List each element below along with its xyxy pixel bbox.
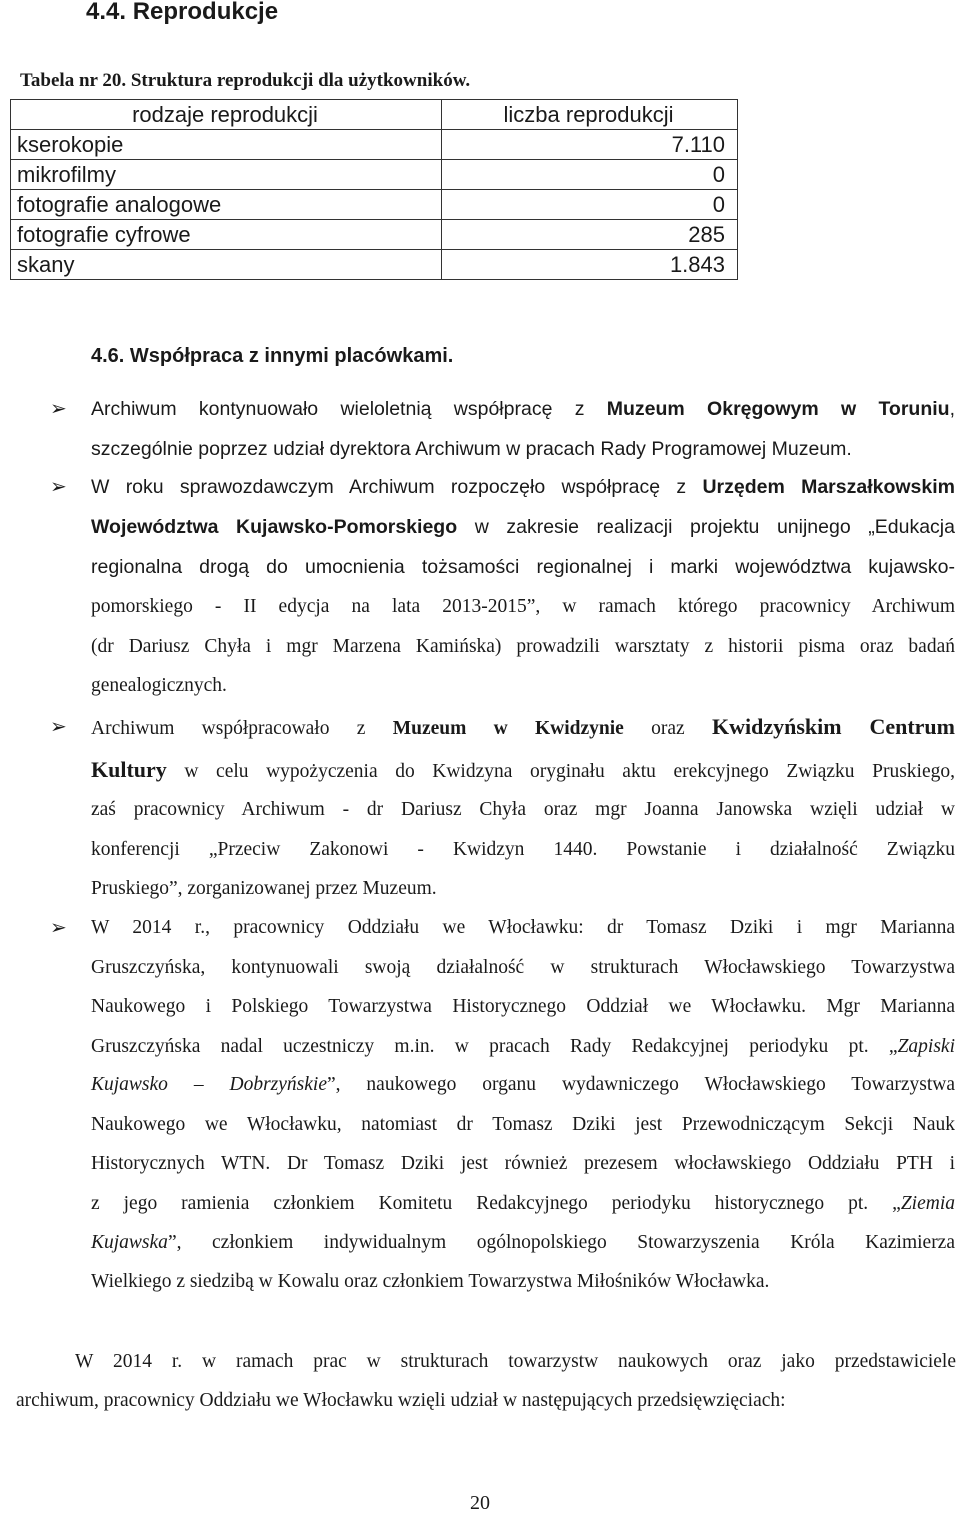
row-count-cell: 285: [442, 220, 738, 250]
table-caption: Tabela nr 20. Struktura reprodukcji dla użytkowników.: [20, 70, 471, 91]
cooperation-heading: 4.6. Współpraca z innymi placówkami.: [91, 345, 454, 367]
arrowhead-bullet-icon: ➢: [50, 476, 67, 498]
bullet4-line3: Naukowego i Polskiego Towarzystwa Historycznego Oddział we Włocławku. Mgr Marianna: [91, 996, 955, 1017]
row-type-cell: fotografie cyfrowe: [11, 220, 442, 250]
table-row: [11, 130, 738, 160]
row-count-cell: 1.843: [442, 250, 738, 280]
table-row: [11, 160, 738, 190]
closing-line1: W 2014 r. w ramach prac w strukturach towarzystw naukowych oraz jako przedstawiciele: [75, 1351, 956, 1372]
reproductions-table: [10, 99, 738, 280]
row-type-cell: mikrofilmy: [11, 160, 442, 190]
bullet3-line1: Archiwum współpracowało z Muzeum w Kwidzynie oraz Kwidzyńskim Centrum: [91, 714, 955, 739]
table-row: [11, 220, 738, 250]
row-type-cell: fotografie analogowe: [11, 190, 442, 220]
table-header-row: [11, 100, 738, 130]
bullet4-line2: Gruszczyńska, kontynuowali swoją działalność w strukturach Włocławskiego Towarzystwa: [91, 957, 955, 978]
bullet3-line5: Pruskiego”, zorganizowanej przez Muzeum.: [91, 878, 437, 899]
bullet2-line3: regionalna drogą do umocnienia tożsamości regionalnej i marki województwa kujawsko-: [91, 556, 955, 578]
row-count-cell: 0: [442, 190, 738, 220]
column-header-type: rodzaje reprodukcji: [11, 100, 442, 130]
page-number: 20: [470, 1492, 490, 1514]
arrowhead-bullet-icon: ➢: [50, 716, 67, 738]
row-type-cell: kserokopie: [11, 130, 442, 160]
bullet4-line1: W 2014 r., pracownicy Oddziału we Włocławku: dr Tomasz Dziki i mgr Marianna: [91, 917, 955, 938]
closing-line2: archiwum, pracownicy Oddziału we Włocławku wzięli udział w następujących przedsięwzięciach:: [16, 1390, 786, 1411]
arrowhead-bullet-icon: ➢: [50, 917, 67, 939]
row-type-cell: skany: [11, 250, 442, 280]
bullet4-line9: Kujawska”, członkiem indywidualnym ogólnopolskiego Stowarzyszenia Króla Kazimierza: [91, 1232, 955, 1253]
bullet1-line1: Archiwum kontynuowało wieloletnią współpracę z Muzeum Okręgowym w Toruniu,: [91, 398, 955, 420]
bullet2-line5: (dr Dariusz Chyła i mgr Marzena Kamińska) prowadzili warsztaty z historii pisma oraz badań: [91, 636, 955, 657]
bullet4-line8: z jego ramienia członkiem Komitetu Redakcyjnego periodyku historycznego pt. „Ziemia: [91, 1193, 955, 1214]
row-count-cell: 0: [442, 160, 738, 190]
bullet2-line2: Województwa Kujawsko-Pomorskiego w zakresie realizacji projektu unijnego „Edukacja: [91, 516, 955, 538]
column-header-count: liczba reprodukcji: [442, 100, 738, 130]
table-row: [11, 250, 738, 280]
bullet2-line1: W roku sprawozdawczym Archiwum rozpoczęło współpracę z Urzędem Marszałkowskim: [91, 476, 955, 498]
bullet3-line4: konferencji „Przeciw Zakonowi - Kwidzyn 1440. Powstanie i działalność Związku: [91, 839, 955, 860]
row-count-cell: 7.110: [442, 130, 738, 160]
bullet4-line4: Gruszczyńska nadal uczestniczy m.in. w pracach Rady Redakcyjnej periodyku pt. „Zapiski: [91, 1036, 955, 1057]
arrowhead-bullet-icon: ➢: [50, 398, 67, 420]
bullet4-line10: Wielkiego z siedzibą w Kowalu oraz członkiem Towarzystwa Miłośników Włocławka.: [91, 1271, 770, 1292]
bullet3-line2: Kultury w celu wypożyczenia do Kwidzyna oryginału aktu erekcyjnego Związku Pruskiego,: [91, 757, 955, 782]
bullet4-line5: Kujawsko – Dobrzyńskie”, naukowego organu wydawniczego Włocławskiego Towarzystwa: [91, 1074, 955, 1095]
bullet1-line2: szczególnie poprzez udział dyrektora Archiwum w pracach Rady Programowej Muzeum.: [91, 438, 852, 460]
table-row: [11, 190, 738, 220]
section-heading: 4.4. Reprodukcje: [86, 0, 279, 25]
bullet3-line3: zaś pracownicy Archiwum - dr Dariusz Chyła oraz mgr Joanna Janowska wzięli udział w: [91, 799, 955, 820]
bullet2-line6: genealogicznych.: [91, 675, 227, 696]
bullet4-line6: Naukowego we Włocławku, natomiast dr Tomasz Dziki jest Przewodniczącym Sekcji Nauk: [91, 1114, 955, 1135]
bullet2-line4: pomorskiego - II edycja na lata 2013-2015”, w ramach którego pracownicy Archiwum: [91, 596, 955, 617]
bullet4-line7: Historycznych WTN. Dr Tomasz Dziki jest również prezesem włocławskiego Oddziału PTH i: [91, 1153, 955, 1174]
